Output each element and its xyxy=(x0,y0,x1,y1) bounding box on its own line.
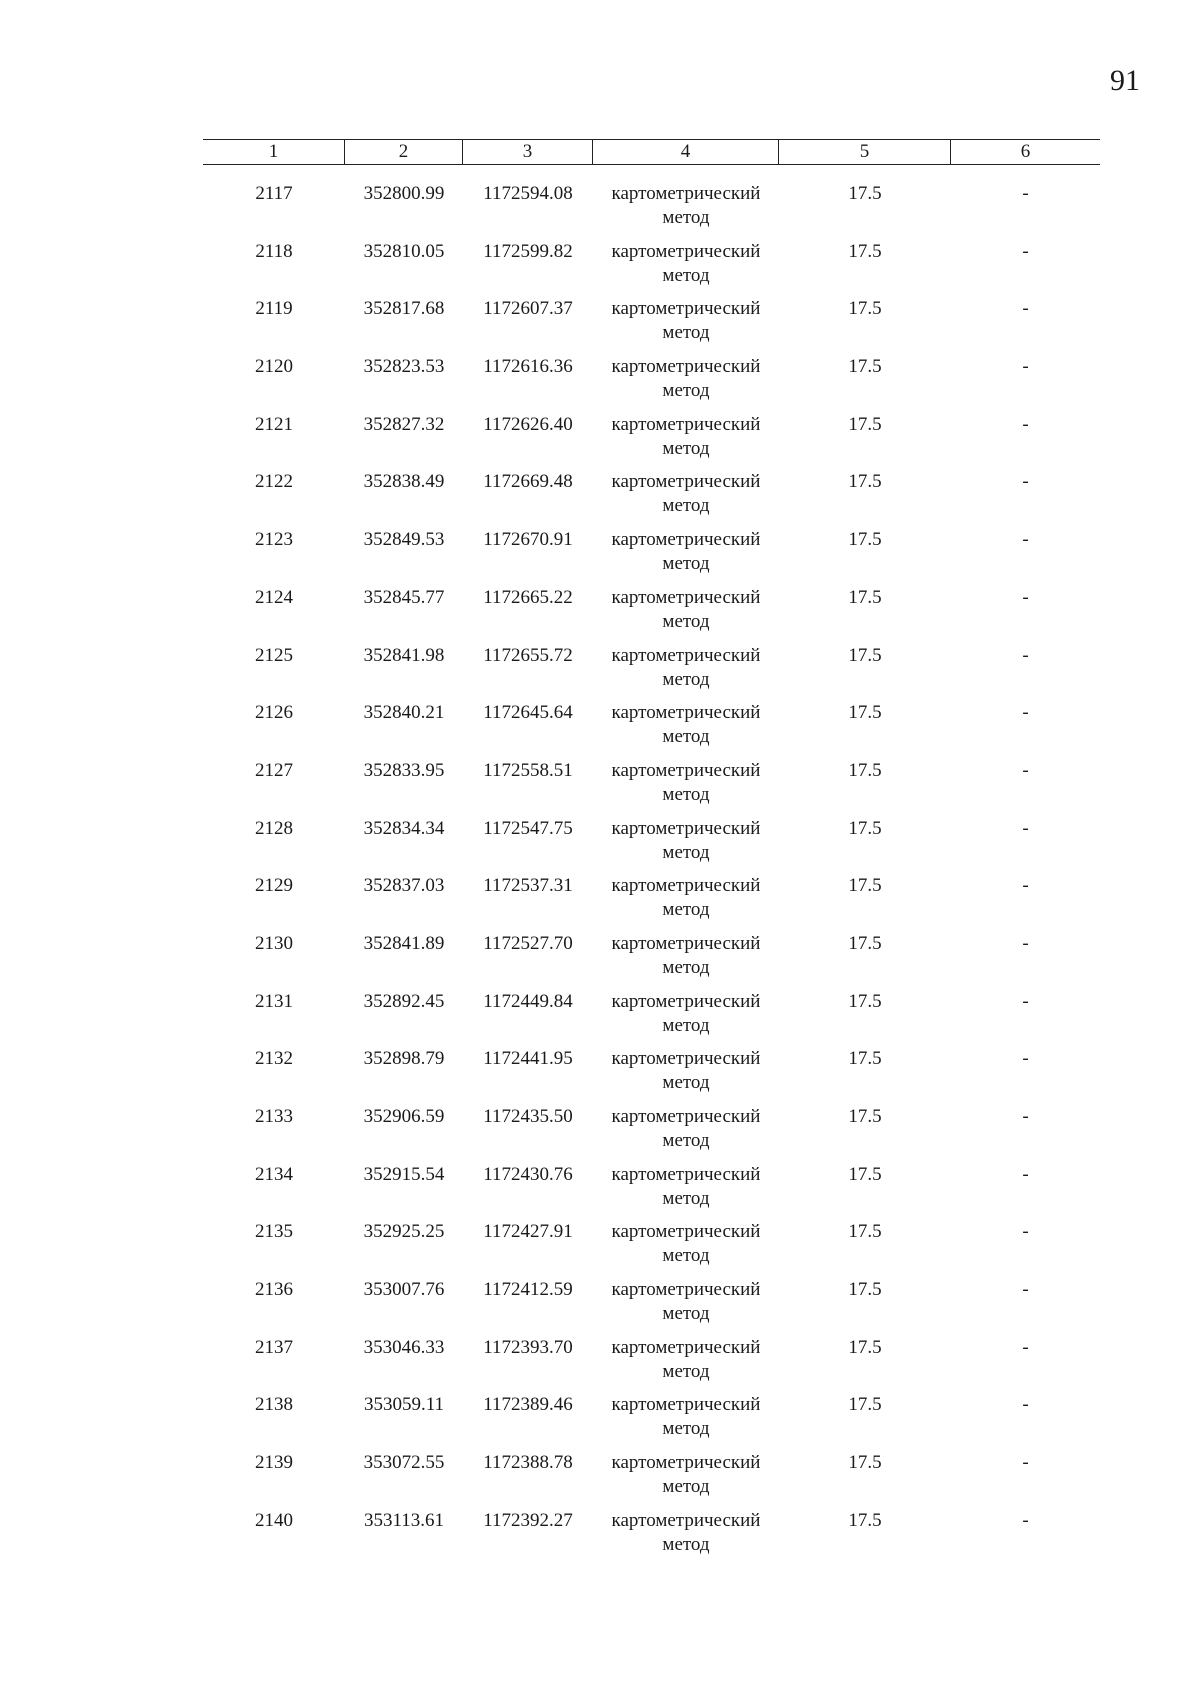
method-line-2: метод xyxy=(662,610,710,632)
column-6-value: - xyxy=(1022,240,1029,262)
column-6-value: - xyxy=(1022,1221,1029,1243)
accuracy-value: 17.5 xyxy=(848,240,882,262)
method-line-2: метод xyxy=(662,841,710,863)
point-number: 2139 xyxy=(255,1452,293,1474)
method-cell xyxy=(593,759,779,807)
coordinate-x: 352892.45 xyxy=(363,990,445,1012)
method-line-1: картометрический xyxy=(611,759,761,781)
column-6-value: - xyxy=(1022,759,1029,781)
column-6-value: - xyxy=(1022,529,1029,551)
table-row xyxy=(203,759,1100,817)
coordinate-y: 1172537.31 xyxy=(483,875,573,897)
method-line-1: картометрический xyxy=(611,1452,761,1474)
column-6-value: - xyxy=(1022,702,1029,724)
coordinate-y: 1172665.22 xyxy=(483,586,573,608)
method-line-2: метод xyxy=(662,899,710,921)
method-cell xyxy=(593,1220,779,1268)
accuracy-value: 17.5 xyxy=(848,586,882,608)
header-col-2: 2 xyxy=(345,140,463,164)
point-number: 2118 xyxy=(255,240,293,262)
point-number: 2126 xyxy=(255,702,293,724)
column-6-value: - xyxy=(1022,1394,1029,1416)
method-cell xyxy=(593,874,779,922)
method-cell xyxy=(593,1278,779,1326)
method-line-2: метод xyxy=(662,207,710,228)
coordinate-y: 1172389.46 xyxy=(483,1394,573,1416)
header-col-3: 3 xyxy=(463,140,593,164)
column-6-value: - xyxy=(1022,817,1029,839)
method-line-2: метод xyxy=(662,437,710,459)
table-row xyxy=(203,1220,1100,1278)
method-line-1: картометрический xyxy=(611,471,761,493)
table-body xyxy=(203,182,1100,1567)
method-cell xyxy=(593,990,779,1038)
table-row xyxy=(203,874,1100,932)
coordinate-y: 1172393.70 xyxy=(483,1336,573,1358)
point-number: 2121 xyxy=(255,413,293,435)
method-cell xyxy=(593,1105,779,1153)
method-line-2: метод xyxy=(662,668,710,690)
column-6-value: - xyxy=(1022,990,1029,1012)
method-line-2: метод xyxy=(662,1418,710,1440)
column-6-value: - xyxy=(1022,356,1029,378)
method-line-2: метод xyxy=(662,495,710,517)
coordinate-x: 353113.61 xyxy=(363,1509,445,1531)
accuracy-value: 17.5 xyxy=(848,413,882,435)
point-number: 2120 xyxy=(255,356,293,378)
method-line-2: метод xyxy=(662,380,710,402)
accuracy-value: 17.5 xyxy=(848,1048,882,1070)
method-line-1: картометрический xyxy=(611,817,761,839)
method-line-1: картометрический xyxy=(611,875,761,897)
column-6-value: - xyxy=(1022,1452,1029,1474)
header-col-1: 1 xyxy=(203,140,345,164)
column-6-value: - xyxy=(1022,644,1029,666)
accuracy-value: 17.5 xyxy=(848,298,882,320)
method-cell xyxy=(593,1451,779,1499)
method-line-1: картометрический xyxy=(611,1221,761,1243)
method-cell xyxy=(593,1393,779,1441)
table-row xyxy=(203,182,1100,240)
point-number: 2124 xyxy=(255,586,293,608)
point-number: 2137 xyxy=(255,1336,293,1358)
table-row xyxy=(203,297,1100,355)
point-number: 2130 xyxy=(255,932,293,954)
coordinate-x: 353059.11 xyxy=(363,1394,445,1416)
coordinate-y: 1172626.40 xyxy=(483,413,573,435)
method-line-1: картометрический xyxy=(611,932,761,954)
coordinate-x: 352915.54 xyxy=(363,1163,445,1185)
table-row xyxy=(203,355,1100,413)
column-6-value: - xyxy=(1022,1279,1029,1301)
method-cell xyxy=(593,355,779,403)
point-number: 2123 xyxy=(255,529,293,551)
method-line-2: метод xyxy=(662,1303,710,1325)
method-line-1: картометрический xyxy=(611,1106,761,1127)
coordinate-y: 1172435.50 xyxy=(483,1106,573,1127)
coordinate-x: 352841.89 xyxy=(363,932,445,954)
method-cell xyxy=(593,1509,779,1557)
table-row xyxy=(203,1163,1100,1221)
method-line-1: картометрический xyxy=(611,413,761,435)
table-row xyxy=(203,644,1100,702)
method-cell xyxy=(593,701,779,749)
accuracy-value: 17.5 xyxy=(848,1336,882,1358)
table-row xyxy=(203,1105,1100,1163)
accuracy-value: 17.5 xyxy=(848,817,882,839)
column-6-value: - xyxy=(1022,471,1029,493)
method-cell xyxy=(593,586,779,634)
coordinate-y: 1172607.37 xyxy=(483,298,573,320)
coordinate-x: 352898.79 xyxy=(363,1048,445,1070)
accuracy-value: 17.5 xyxy=(848,183,882,204)
table-row xyxy=(203,932,1100,990)
coordinate-y: 1172441.95 xyxy=(483,1048,573,1070)
table-row xyxy=(203,1336,1100,1394)
method-line-2: метод xyxy=(662,1072,710,1094)
header-col-5: 5 xyxy=(779,140,951,164)
method-cell xyxy=(593,182,779,230)
accuracy-value: 17.5 xyxy=(848,875,882,897)
coordinate-y: 1172670.91 xyxy=(483,529,573,551)
table-row xyxy=(203,240,1100,298)
coordinate-y: 1172645.64 xyxy=(483,702,573,724)
point-number: 2136 xyxy=(255,1279,293,1301)
column-6-value: - xyxy=(1022,875,1029,897)
method-cell xyxy=(593,1336,779,1384)
column-6-value: - xyxy=(1022,413,1029,435)
coordinate-y: 1172616.36 xyxy=(483,356,573,378)
column-6-value: - xyxy=(1022,932,1029,954)
coordinate-y: 1172388.78 xyxy=(483,1452,573,1474)
method-line-2: метод xyxy=(662,1014,710,1036)
table-row xyxy=(203,413,1100,471)
method-cell xyxy=(593,1047,779,1095)
accuracy-value: 17.5 xyxy=(848,1106,882,1127)
table-row xyxy=(203,1278,1100,1336)
method-line-1: картометрический xyxy=(611,1509,761,1531)
method-line-1: картометрический xyxy=(611,240,761,262)
method-line-1: картометрический xyxy=(611,529,761,551)
method-line-2: метод xyxy=(662,726,710,748)
accuracy-value: 17.5 xyxy=(848,471,882,493)
coordinate-x: 352837.03 xyxy=(363,875,445,897)
method-line-1: картометрический xyxy=(611,1163,761,1185)
point-number: 2117 xyxy=(255,183,293,204)
column-6-value: - xyxy=(1022,1336,1029,1358)
coordinate-x: 352845.77 xyxy=(363,586,445,608)
accuracy-value: 17.5 xyxy=(848,1279,882,1301)
table-row xyxy=(203,586,1100,644)
accuracy-value: 17.5 xyxy=(848,1163,882,1185)
coordinate-x: 352925.25 xyxy=(363,1221,445,1243)
method-cell xyxy=(593,644,779,692)
coordinate-x: 352817.68 xyxy=(363,298,445,320)
coordinate-y: 1172430.76 xyxy=(483,1163,573,1185)
table-row xyxy=(203,470,1100,528)
point-number: 2134 xyxy=(255,1163,293,1185)
coordinate-x: 353072.55 xyxy=(363,1452,445,1474)
coordinate-x: 352906.59 xyxy=(363,1106,445,1127)
table-row xyxy=(203,1509,1100,1567)
accuracy-value: 17.5 xyxy=(848,529,882,551)
coordinate-y: 1172412.59 xyxy=(483,1279,573,1301)
coordinate-x: 352840.21 xyxy=(363,702,445,724)
point-number: 2125 xyxy=(255,644,293,666)
coordinate-y: 1172392.27 xyxy=(483,1509,573,1531)
column-6-value: - xyxy=(1022,586,1029,608)
coordinate-y: 1172594.08 xyxy=(483,183,573,204)
method-line-1: картометрический xyxy=(611,1336,761,1358)
method-cell xyxy=(593,932,779,980)
table-row xyxy=(203,990,1100,1048)
accuracy-value: 17.5 xyxy=(848,990,882,1012)
point-number: 2122 xyxy=(255,471,293,493)
method-line-1: картометрический xyxy=(611,298,761,320)
method-cell xyxy=(593,470,779,518)
coordinate-x: 352834.34 xyxy=(363,817,445,839)
column-6-value: - xyxy=(1022,183,1029,204)
method-line-2: метод xyxy=(662,783,710,805)
coordinate-x: 352823.53 xyxy=(363,356,445,378)
column-6-value: - xyxy=(1022,1163,1029,1185)
method-line-1: картометрический xyxy=(611,1394,761,1416)
coordinate-y: 1172449.84 xyxy=(483,990,573,1012)
coordinate-y: 1172669.48 xyxy=(483,471,573,493)
coordinate-x: 352800.99 xyxy=(363,183,445,204)
accuracy-value: 17.5 xyxy=(848,759,882,781)
table-row xyxy=(203,701,1100,759)
table-row xyxy=(203,1451,1100,1509)
coordinate-x: 352810.05 xyxy=(363,240,445,262)
point-number: 2135 xyxy=(255,1221,293,1243)
method-line-1: картометрический xyxy=(611,356,761,378)
coordinate-y: 1172547.75 xyxy=(483,817,573,839)
method-cell xyxy=(593,297,779,345)
method-cell xyxy=(593,413,779,461)
accuracy-value: 17.5 xyxy=(848,356,882,378)
coordinate-x: 352827.32 xyxy=(363,413,445,435)
accuracy-value: 17.5 xyxy=(848,932,882,954)
method-line-1: картометрический xyxy=(611,586,761,608)
coordinate-x: 353007.76 xyxy=(363,1279,445,1301)
column-6-value: - xyxy=(1022,1106,1029,1127)
coordinate-y: 1172527.70 xyxy=(483,932,573,954)
method-line-1: картометрический xyxy=(611,990,761,1012)
method-line-1: картометрический xyxy=(611,1048,761,1070)
coordinate-x: 353046.33 xyxy=(363,1336,445,1358)
point-number: 2129 xyxy=(255,875,293,897)
coordinate-y: 1172655.72 xyxy=(483,644,573,666)
accuracy-value: 17.5 xyxy=(848,702,882,724)
method-line-2: метод xyxy=(662,1130,710,1151)
method-line-1: картометрический xyxy=(611,644,761,666)
header-col-4: 4 xyxy=(593,140,779,164)
table-row xyxy=(203,817,1100,875)
point-number: 2133 xyxy=(255,1106,293,1127)
coordinate-x: 352838.49 xyxy=(363,471,445,493)
header-col-6: 6 xyxy=(1020,141,1031,162)
method-line-2: метод xyxy=(662,956,710,978)
page-number: 91 xyxy=(1110,64,1140,97)
coordinate-y: 1172558.51 xyxy=(483,759,573,781)
coordinate-x: 352841.98 xyxy=(363,644,445,666)
method-line-2: метод xyxy=(662,322,710,344)
method-cell xyxy=(593,1163,779,1211)
accuracy-value: 17.5 xyxy=(848,1452,882,1474)
column-6-value: - xyxy=(1022,1509,1029,1531)
coordinate-x: 352833.95 xyxy=(363,759,445,781)
column-6-value: - xyxy=(1022,298,1029,320)
method-cell xyxy=(593,240,779,288)
point-number: 2131 xyxy=(255,990,293,1012)
accuracy-value: 17.5 xyxy=(848,644,882,666)
method-line-2: метод xyxy=(662,1360,710,1382)
method-line-2: метод xyxy=(662,1476,710,1498)
coordinate-y: 1172427.91 xyxy=(483,1221,573,1243)
table-header xyxy=(203,139,1100,165)
point-number: 2127 xyxy=(255,759,293,781)
table-row xyxy=(203,1393,1100,1451)
point-number: 2132 xyxy=(255,1048,293,1070)
column-6-value: - xyxy=(1022,1048,1029,1070)
table-row xyxy=(203,528,1100,586)
coordinate-x: 352849.53 xyxy=(363,529,445,551)
method-line-2: метод xyxy=(662,553,710,575)
method-line-1: картометрический xyxy=(611,702,761,724)
method-cell xyxy=(593,528,779,576)
point-number: 2138 xyxy=(255,1394,293,1416)
accuracy-value: 17.5 xyxy=(848,1509,882,1531)
point-number: 2140 xyxy=(255,1509,293,1531)
accuracy-value: 17.5 xyxy=(848,1394,882,1416)
table-row xyxy=(203,1047,1100,1105)
accuracy-value: 17.5 xyxy=(848,1221,882,1243)
method-line-2: метод xyxy=(662,1533,710,1555)
method-line-2: метод xyxy=(662,1187,710,1209)
method-line-2: метод xyxy=(662,1245,710,1267)
method-line-2: метод xyxy=(662,264,710,286)
point-number: 2119 xyxy=(255,298,293,320)
method-cell xyxy=(593,817,779,865)
method-line-1: картометрический xyxy=(611,183,761,204)
point-number: 2128 xyxy=(255,817,293,839)
coordinate-y: 1172599.82 xyxy=(483,240,573,262)
method-line-1: картометрический xyxy=(611,1279,761,1301)
